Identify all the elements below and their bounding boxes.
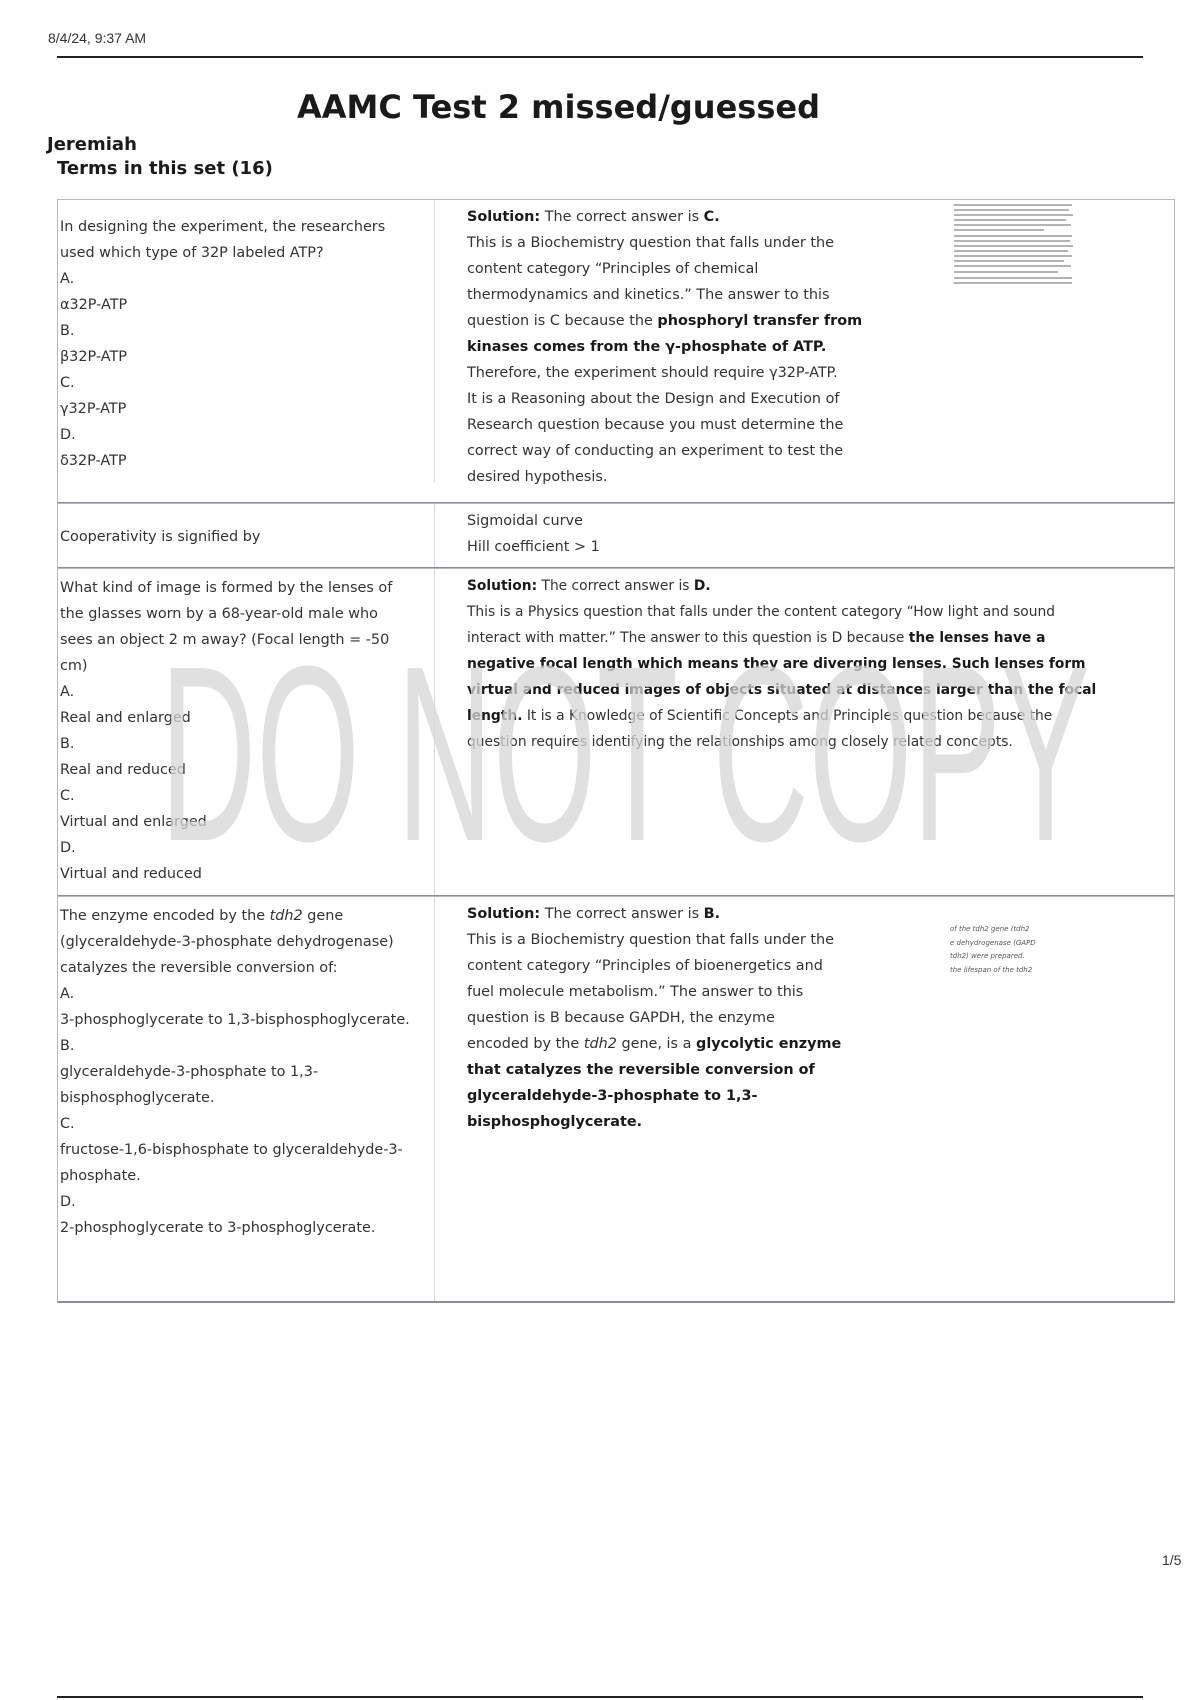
term-option-label: B. <box>60 736 75 752</box>
definition-bold-line: bisphosphoglycerate. <box>467 1114 643 1130</box>
definition-bold: the lenses have a <box>908 630 1046 646</box>
definition-line <box>467 703 1154 729</box>
definition-line <box>467 625 1154 651</box>
definition-text: gene, is a <box>616 1036 697 1052</box>
card-term <box>58 569 435 895</box>
definition-line: Therefore, the experiment should require γ32P-ATP. <box>467 365 838 381</box>
definition-line: thermodynamics and kinetics.” The answer to this <box>467 287 830 303</box>
term-option-label: C. <box>60 1116 75 1132</box>
flashcard <box>57 568 1175 897</box>
term-option: 2-phosphoglycerate to 3-phosphoglycerate. <box>60 1220 376 1236</box>
term-question: In designing the experiment, the researchers used which type of 32P labeled ATP? <box>60 219 386 261</box>
term-question: What kind of image is formed by the lenses of the glasses worn by a 68-year-old male who sees an object 2 m away? (Focal length = -50 cm) <box>60 580 393 674</box>
definition-bold-line: glyceraldehyde-3-phosphate to 1,3- <box>467 1088 758 1104</box>
definition-bold: phosphoryl transfer from <box>657 313 863 329</box>
definition-bold-line: negative focal length which means they are diverging lenses. Such lenses form <box>467 656 1086 672</box>
solution-letter: C. <box>703 209 720 225</box>
definition-line: correct way of conducting an experiment to test the <box>467 443 844 459</box>
definition-line: Hill coefficient > 1 <box>467 539 600 555</box>
solution-label: Solution: <box>467 578 538 594</box>
passage-thumbnail-image <box>954 202 1074 288</box>
term-option-label: B. <box>60 323 75 339</box>
term-option: β32P-ATP <box>60 349 127 365</box>
definition-text: encoded by the <box>467 1036 584 1052</box>
term-option-label: A. <box>60 271 75 287</box>
card-term <box>58 200 435 482</box>
watermark-text: DO NOT COPY <box>160 614 1090 880</box>
definition-text: question is C because the <box>467 313 658 329</box>
term-option-label: D. <box>60 427 76 443</box>
term-option-label: D. <box>60 1194 76 1210</box>
definition-line: content category “Principles of chemical <box>467 261 759 277</box>
definition-line: desired hypothesis. <box>467 469 608 485</box>
term-option: glyceraldehyde-3-phosphate to 1,3-bisphosphoglycerate. <box>60 1064 319 1106</box>
definition-line: content category “Principles of bioenergetics and <box>467 958 823 974</box>
card-definition <box>435 897 1174 1301</box>
solution-letter: B. <box>703 906 721 922</box>
footer-rule <box>57 1696 1143 1698</box>
header-rule <box>57 56 1143 58</box>
definition-bold: length. <box>467 708 523 724</box>
card-term <box>58 897 435 1301</box>
definition-line: Research question because you must determine the <box>467 417 844 433</box>
solution-line <box>467 573 1154 599</box>
solution-text: The correct answer is <box>540 906 704 922</box>
definition-bold-line: that catalyzes the reversible conversion of <box>467 1062 815 1078</box>
passage-thumbnail-image <box>950 923 1076 985</box>
flashcard <box>57 503 1175 569</box>
author-name: Jeremiah <box>47 134 137 155</box>
term-option-label: D. <box>60 840 76 856</box>
flashcard <box>57 199 1175 504</box>
term-option: Real and enlarged <box>60 710 191 726</box>
term-option-label: C. <box>60 375 75 391</box>
solution-text: The correct answer is <box>540 209 704 225</box>
card-definition <box>435 200 1174 502</box>
definition-bold: glycolytic enzyme <box>696 1036 842 1052</box>
flashcard-list <box>57 200 1175 1303</box>
solution-label: Solution: <box>467 906 541 922</box>
term-option-label: A. <box>60 986 75 1002</box>
definition-line <box>467 308 1154 334</box>
term-option: α32P-ATP <box>60 297 128 313</box>
term-option: γ32P-ATP <box>60 401 127 417</box>
thumbnail-text: e dehydrogenase (GAPD <box>950 938 1036 947</box>
term-text: gene (glyceraldehyde-3-phosphate dehydrogenase) catalyzes the reversible conversion of: <box>60 908 394 976</box>
definition-bold-line: kinases comes from the γ-phosphate of ATP. <box>467 339 827 355</box>
definition-line: question is B because GAPDH, the enzyme <box>467 1010 775 1026</box>
page-number: 1/5 <box>1162 1552 1182 1568</box>
flashcard <box>57 896 1175 1303</box>
term-option-label: B. <box>60 1038 75 1054</box>
definition-text: It is a Knowledge of Scientific Concepts and Principles question because the <box>522 708 1053 724</box>
term-option-label: A. <box>60 684 75 700</box>
definition-line: This is a Biochemistry question that falls under the <box>467 932 835 948</box>
print-date: 8/4/24, 9:37 AM <box>48 30 147 46</box>
card-definition <box>435 569 1174 895</box>
term-option: Virtual and reduced <box>60 866 202 882</box>
card-term <box>58 504 435 567</box>
thumbnail-text: tdh2) were prepared. <box>950 952 1025 960</box>
card-definition <box>435 504 1174 567</box>
terms-count-label: Terms in this set (16) <box>57 158 273 179</box>
term-option: δ32P-ATP <box>60 453 127 469</box>
definition-line: This is a Physics question that falls under the content category “How light and sound <box>467 604 1055 620</box>
definition-text: interact with matter.” The answer to this question is D because <box>467 630 909 646</box>
solution-text: The correct answer is <box>537 578 694 594</box>
term-question <box>60 903 410 981</box>
definition-line <box>467 1031 1154 1057</box>
definition-line: question requires identifying the relationships among closely related concepts. <box>467 734 1013 750</box>
term-question: Cooperativity is signified by <box>60 529 261 545</box>
definition-line: fuel molecule metabolism.” The answer to this <box>467 984 804 1000</box>
term-option: 3-phosphoglycerate to 1,3-bisphosphoglycerate. <box>60 1012 410 1028</box>
term-option: Virtual and enlarged <box>60 814 207 830</box>
page-title: AAMC Test 2 missed/guessed <box>297 88 820 126</box>
thumbnail-text: the lifespan of the tdh2 <box>950 965 1033 974</box>
solution-label: Solution: <box>467 209 541 225</box>
definition-line: Sigmoidal curve <box>467 513 583 529</box>
definition-line: It is a Reasoning about the Design and Execution of <box>467 391 840 407</box>
solution-letter: D. <box>693 578 711 594</box>
term-text: The enzyme encoded by the <box>60 908 270 924</box>
definition-bold-line: virtual and reduced images of objects situated at distances larger than the focal <box>467 682 1097 698</box>
term-option: Real and reduced <box>60 762 186 778</box>
gene-name: tdh2 <box>583 1036 617 1052</box>
term-option-label: C. <box>60 788 75 804</box>
definition-line: This is a Biochemistry question that falls under the <box>467 235 835 251</box>
term-option: fructose-1,6-bisphosphate to glyceraldehyde-3-phosphate. <box>60 1142 403 1184</box>
thumbnail-text: of the tdh2 gene (tdh2 <box>950 925 1030 933</box>
gene-name: tdh2 <box>269 908 303 924</box>
